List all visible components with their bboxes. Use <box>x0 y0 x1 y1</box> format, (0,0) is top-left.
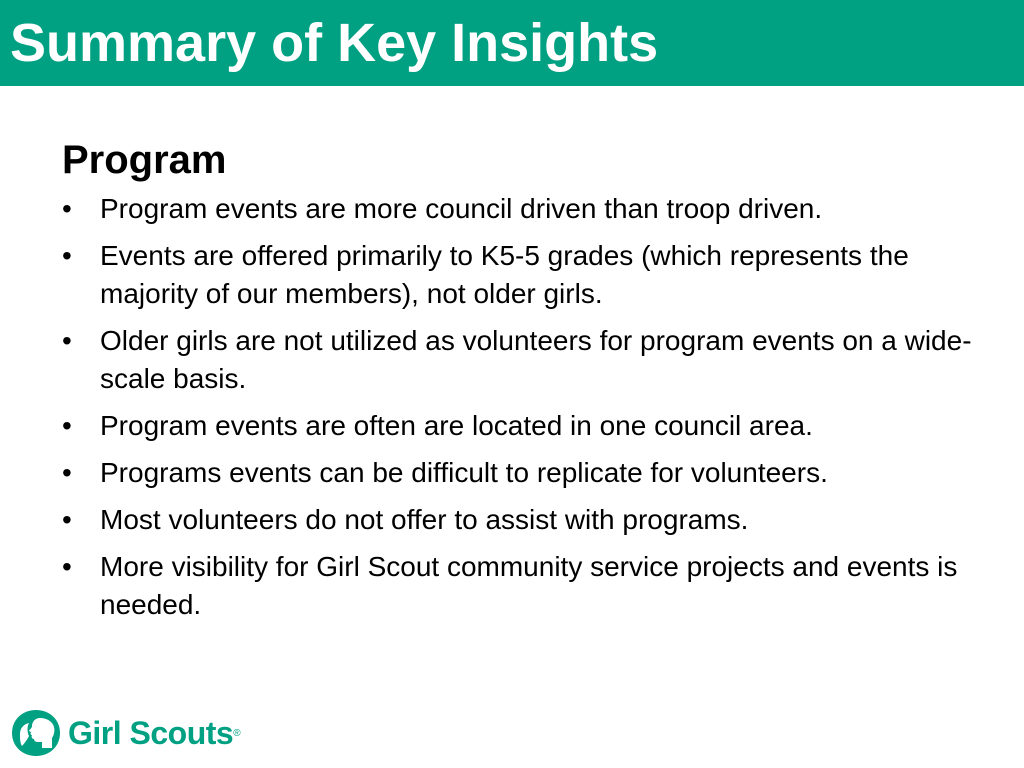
section-heading: Program <box>62 138 227 182</box>
bullet-item <box>62 501 982 539</box>
content-area <box>62 136 982 633</box>
bullet-list <box>62 190 982 624</box>
bullet-marker: • <box>62 504 72 535</box>
registered-mark: ® <box>233 727 241 739</box>
bullet-text: Programs events can be difficult to replicate for volunteers. <box>100 457 828 488</box>
bullet-item <box>62 548 982 624</box>
bullet-marker: • <box>62 410 72 441</box>
bullet-item <box>62 190 982 228</box>
bullet-marker: • <box>62 240 72 271</box>
trefoil-profile-icon <box>10 708 62 758</box>
bullet-text: Most volunteers do not offer to assist with programs. <box>100 504 749 535</box>
bullet-text: More visibility for Girl Scout community service projects and events is needed. <box>100 551 958 620</box>
bullet-marker: • <box>62 551 72 582</box>
bullet-item <box>62 237 982 313</box>
title-bar <box>0 0 1024 86</box>
bullet-text: Program events are often are located in one council area. <box>100 410 813 441</box>
bullet-item <box>62 322 982 398</box>
bullet-marker: • <box>62 457 72 488</box>
bullet-text: Older girls are not utilized as volunteers for program events on a wide-scale basis. <box>100 325 972 394</box>
bullet-item <box>62 407 982 445</box>
bullet-marker: • <box>62 325 72 356</box>
bullet-marker: • <box>62 193 72 224</box>
bullet-item <box>62 454 982 492</box>
girl-scouts-logo <box>10 708 241 758</box>
bullet-text: Program events are more council driven than troop driven. <box>100 193 823 224</box>
bullet-text: Events are offered primarily to K5-5 grades (which represents the majority of our members), not older girls. <box>100 240 909 309</box>
logo-text: Girl Scouts <box>68 714 234 751</box>
slide-title: Summary of Key Insights <box>10 13 659 73</box>
